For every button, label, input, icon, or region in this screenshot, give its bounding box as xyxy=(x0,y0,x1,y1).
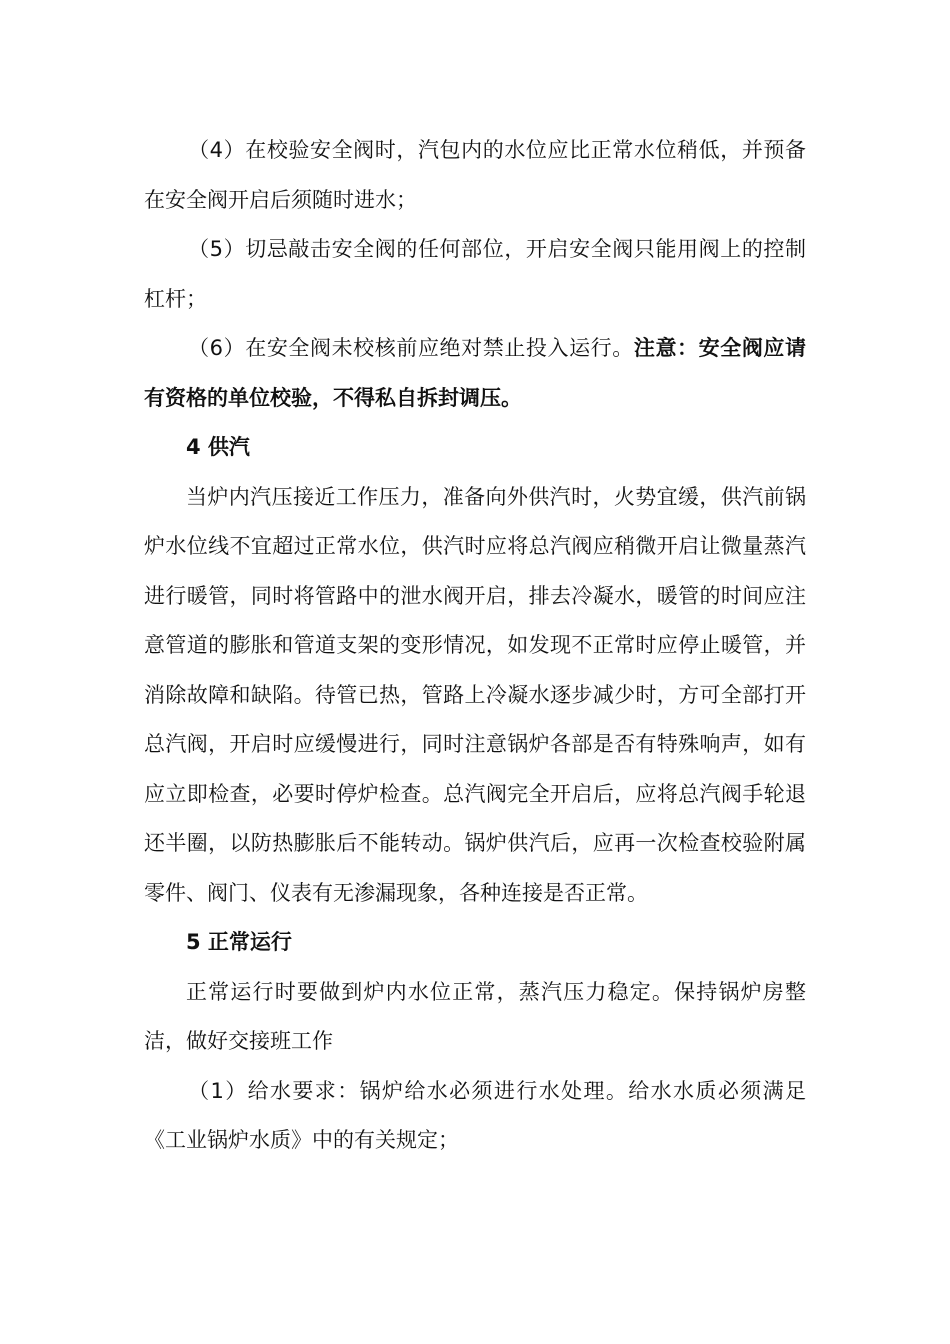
paragraph-safety-valve-6-text: （6）在安全阀未校核前应绝对禁止投入运行。 xyxy=(188,336,634,360)
section-heading-normal-operation: 5 正常运行 xyxy=(186,930,292,954)
paragraph-safety-valve-5: （5）切忌敲击安全阀的任何部位，开启安全阀只能用阀上的控制杠杆； xyxy=(144,237,806,311)
safety-valve-notice: 注意：安全阀应请有资格的单位校验，不得私自拆封调压。 xyxy=(144,336,807,410)
paragraph-normal-operation: 正常运行时要做到炉内水位正常，蒸汽压力稳定。保持锅炉房整洁，做好交接班工作 xyxy=(144,979,806,1053)
paragraph-steam-supply: 当炉内汽压接近工作压力，准备向外供汽时，火势宜缓，供汽前锅炉水位线不宜超过正常水位，供汽时应将总汽阀应稍微开启让微量蒸汽进行暖管，同时将管路中的泄水阀开启，排去冷凝水，暖管的时间应注意管道的膨胀和管道支架的变形情况，如发现不正常时应停止暖管，并消除故障和缺陷。待管已热，管路上冷凝水逐步减少时，方可全部打开总汽阀，开启时应缓慢进行，同时注意锅炉各部是否有特殊响声，如有应立即检查，必要时停炉检查。总汽阀完全开启后，应将总汽阀手轮退还半圈，以防热膨胀后不能转动。锅炉供汽后，应再一次检查校验附属零件、阀门、仪表有无渗漏现象，各种连接是否正常。 xyxy=(144,484,806,905)
paragraph-safety-valve-4: （4）在校验安全阀时，汽包内的水位应比正常水位稍低，并预备在安全阀开启后须随时进水； xyxy=(144,138,806,212)
paragraph-feedwater-requirement: （1）给水要求：锅炉给水必须进行水处理。给水水质必须满足《工业锅炉水质》中的有关规定； xyxy=(144,1078,806,1152)
paragraph-safety-valve-6 xyxy=(144,324,806,423)
section-heading-steam-supply: 4 供汽 xyxy=(186,435,250,459)
document-body xyxy=(144,126,806,1166)
